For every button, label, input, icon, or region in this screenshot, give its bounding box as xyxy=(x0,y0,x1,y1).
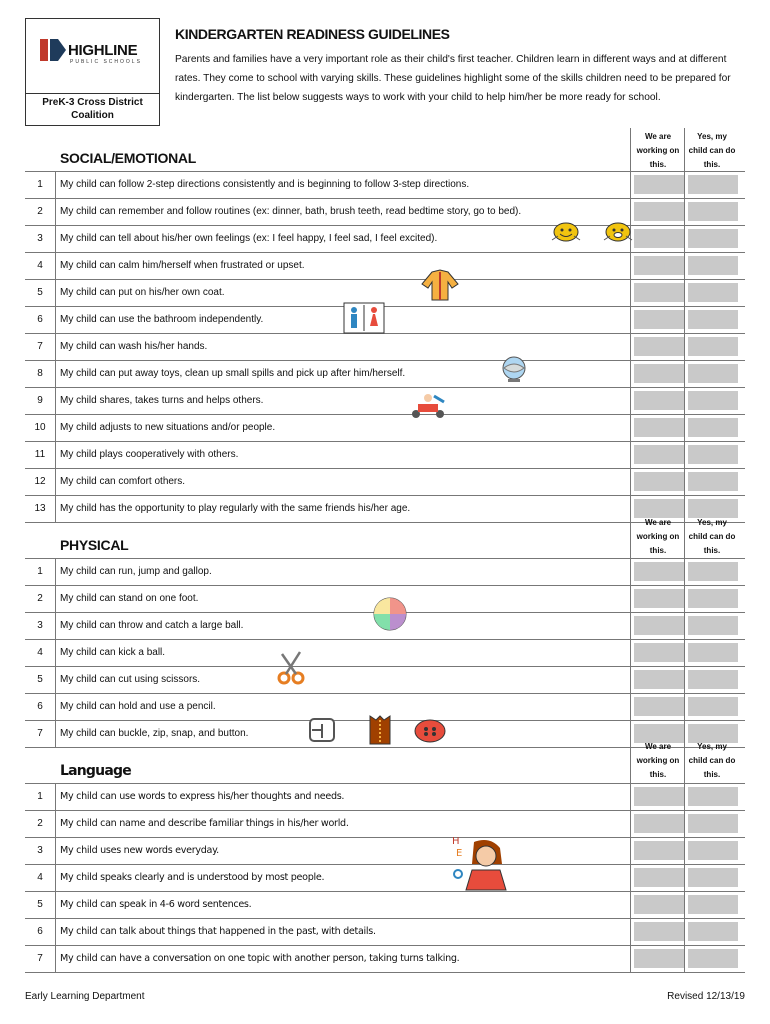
item-number: 8 xyxy=(37,368,43,379)
highline-logo-icon xyxy=(40,37,66,63)
checklist-row xyxy=(25,558,745,585)
can-do-header-line: Yes, my xyxy=(697,518,727,527)
checklist-row xyxy=(25,360,745,387)
working-on-checkbox[interactable] xyxy=(634,472,684,491)
item-text: My child can wash his/her hands. xyxy=(60,341,208,352)
bathroom-sign-icon xyxy=(343,302,385,334)
district-logo-box xyxy=(25,18,160,126)
section-heading: PHYSICAL xyxy=(60,537,129,553)
excited-face-icon xyxy=(600,220,636,246)
working-on-checkbox[interactable] xyxy=(634,814,684,833)
checklist-row xyxy=(25,171,745,198)
checklist-row xyxy=(25,306,745,333)
can-do-checkbox[interactable] xyxy=(688,175,738,194)
item-text: My child can hold and use a pencil. xyxy=(60,701,216,712)
page-title: KINDERGARTEN READINESS GUIDELINES xyxy=(175,26,450,42)
item-text: My child can use the bathroom independently. xyxy=(60,314,264,325)
item-number: 6 xyxy=(37,314,43,325)
checklist-row xyxy=(25,864,745,891)
working-on-header xyxy=(632,740,684,782)
item-number: 7 xyxy=(37,728,43,739)
can-do-checkbox[interactable] xyxy=(688,562,738,581)
item-number: 2 xyxy=(37,206,43,217)
svg-text:E: E xyxy=(456,848,463,859)
can-do-header-line: Yes, my xyxy=(697,742,727,751)
beach-ball-icon xyxy=(372,596,408,632)
item-number: 7 xyxy=(37,341,43,352)
checklist-row xyxy=(25,639,745,666)
item-number: 5 xyxy=(37,674,43,685)
item-text: My child can talk about things that happened in the past, with details. xyxy=(60,926,376,937)
working-on-checkbox[interactable] xyxy=(634,391,684,410)
footer-department: Early Learning Department xyxy=(25,991,145,1002)
item-number: 7 xyxy=(37,953,43,964)
can-do-checkbox[interactable] xyxy=(688,697,738,716)
logo-caption-line1: PreK-3 Cross District xyxy=(42,97,143,108)
item-text: My child can run, jump and gallop. xyxy=(60,566,212,577)
item-text: My child can tell about his/her own feelings (ex: I feel happy, I feel sad, I feel excited). xyxy=(60,233,438,244)
item-text: My child can speak in 4-6 word sentences. xyxy=(60,899,252,910)
item-text: My child has the opportunity to play regularly with the same friends his/her age. xyxy=(60,503,411,514)
happy-face-icon xyxy=(548,220,584,246)
working-on-checkbox[interactable] xyxy=(634,283,684,302)
item-number: 3 xyxy=(37,620,43,631)
can-do-checkbox[interactable] xyxy=(688,841,738,860)
checklist-row xyxy=(25,918,745,945)
can-do-checkbox[interactable] xyxy=(688,868,738,887)
working-on-header xyxy=(632,130,684,172)
working-on-checkbox[interactable] xyxy=(634,562,684,581)
can-do-checkbox[interactable] xyxy=(688,202,738,221)
can-do-header-line: this. xyxy=(703,770,721,779)
can-do-checkbox[interactable] xyxy=(688,256,738,275)
can-do-header-line: child can do xyxy=(688,532,736,541)
scissors-icon xyxy=(274,650,310,686)
can-do-checkbox[interactable] xyxy=(688,337,738,356)
item-number: 1 xyxy=(37,179,43,190)
item-number: 2 xyxy=(37,818,43,829)
working-on-checkbox[interactable] xyxy=(634,670,684,689)
item-text: My child can calm him/herself when frustrated or upset. xyxy=(60,260,305,271)
section-heading: SOCIAL/EMOTIONAL xyxy=(60,150,196,166)
working-on-header-line: this. xyxy=(649,770,667,779)
item-text: My child shares, takes turns and helps others. xyxy=(60,395,264,406)
can-do-header xyxy=(686,130,738,172)
item-text: My child can use words to express his/her thoughts and needs. xyxy=(60,791,345,802)
logo-subtitle: PUBLIC SCHOOLS xyxy=(70,59,142,65)
working-on-header-line: this. xyxy=(649,160,667,169)
can-do-checkbox[interactable] xyxy=(688,814,738,833)
item-text: My child can put away toys, clean up small spills and pick up after him/herself. xyxy=(60,368,406,379)
item-text: My child uses new words everyday. xyxy=(60,845,219,856)
item-number: 6 xyxy=(37,926,43,937)
can-do-header-line: this. xyxy=(703,546,721,555)
can-do-checkbox[interactable] xyxy=(688,283,738,302)
item-text: My child can remember and follow routines (ex: dinner, bath, brush teeth, read bedtime story, go to bed). xyxy=(60,206,522,217)
item-text: My child can follow 2-step directions consistently and is beginning to follow 3-step directions. xyxy=(60,179,470,190)
working-on-header-line: working on xyxy=(636,146,680,155)
logo-caption xyxy=(26,93,159,122)
buckle-icon xyxy=(306,716,340,744)
girl-talking-icon xyxy=(446,834,510,892)
can-do-checkbox[interactable] xyxy=(688,391,738,410)
can-do-checkbox[interactable] xyxy=(688,364,738,383)
working-on-checkbox[interactable] xyxy=(634,895,684,914)
can-do-header-line: this. xyxy=(703,160,721,169)
children-playing-icon xyxy=(410,392,450,422)
item-text: My child can comfort others. xyxy=(60,476,186,487)
checklist-row xyxy=(25,279,745,306)
can-do-checkbox[interactable] xyxy=(688,310,738,329)
working-on-checkbox[interactable] xyxy=(634,202,684,221)
item-number: 5 xyxy=(37,287,43,298)
can-do-header-line: Yes, my xyxy=(697,132,727,141)
item-text: My child can kick a ball. xyxy=(60,647,166,658)
checklist-row xyxy=(25,783,745,810)
working-on-checkbox[interactable] xyxy=(634,841,684,860)
can-do-checkbox[interactable] xyxy=(688,616,738,635)
checklist-row xyxy=(25,441,745,468)
can-do-header-line: child can do xyxy=(688,756,736,765)
checklist-row xyxy=(25,414,745,441)
item-number: 6 xyxy=(37,701,43,712)
intro-paragraph: Parents and families have a very important role as their child's first teacher. Children learn in different ways and at different rates. They come to school with varying skills. These guidelines highlight some of the skills children need to be prepared for kindergarten. The list below suggests ways to work with your child to help him/her be more ready for school. xyxy=(175,54,731,103)
checklist-row xyxy=(25,198,745,225)
working-on-checkbox[interactable] xyxy=(634,616,684,635)
item-text: My child can cut using scissors. xyxy=(60,674,201,685)
item-text: My child can throw and catch a large ball. xyxy=(60,620,244,631)
can-do-checkbox[interactable] xyxy=(688,895,738,914)
svg-text:H: H xyxy=(452,836,460,847)
checklist-row xyxy=(25,468,745,495)
can-do-checkbox[interactable] xyxy=(688,922,738,941)
working-on-checkbox[interactable] xyxy=(634,364,684,383)
checklist-row xyxy=(25,252,745,279)
table-bottom-line xyxy=(25,972,745,973)
working-on-checkbox[interactable] xyxy=(634,643,684,662)
item-number: 5 xyxy=(37,899,43,910)
working-on-checkbox[interactable] xyxy=(634,310,684,329)
logo-name: HIGHLINE xyxy=(68,42,138,59)
item-number: 13 xyxy=(34,503,46,514)
working-on-checkbox[interactable] xyxy=(634,256,684,275)
working-on-checkbox[interactable] xyxy=(634,589,684,608)
item-number: 3 xyxy=(37,233,43,244)
working-on-checkbox[interactable] xyxy=(634,697,684,716)
working-on-checkbox[interactable] xyxy=(634,868,684,887)
item-number: 9 xyxy=(37,395,43,406)
item-number: 2 xyxy=(37,593,43,604)
working-on-checkbox[interactable] xyxy=(634,787,684,806)
working-on-checkbox[interactable] xyxy=(634,229,684,248)
can-do-checkbox[interactable] xyxy=(688,445,738,464)
can-do-checkbox[interactable] xyxy=(688,787,738,806)
can-do-checkbox[interactable] xyxy=(688,229,738,248)
checklist-row xyxy=(25,945,745,972)
coat-icon xyxy=(418,268,462,304)
working-on-checkbox[interactable] xyxy=(634,922,684,941)
button-icon xyxy=(413,718,447,744)
checklist-row xyxy=(25,333,745,360)
working-on-header-line: We are xyxy=(644,742,672,751)
working-on-header-line: this. xyxy=(649,546,667,555)
item-text: My child plays cooperatively with others. xyxy=(60,449,239,460)
can-do-header xyxy=(686,740,738,782)
working-on-header-line: working on xyxy=(636,532,680,541)
item-number: 11 xyxy=(34,449,46,460)
working-on-checkbox[interactable] xyxy=(634,445,684,464)
footer-revised-date: Revised 12/13/19 xyxy=(667,991,745,1002)
can-do-checkbox[interactable] xyxy=(688,418,738,437)
can-do-header-line: child can do xyxy=(688,146,736,155)
item-number: 4 xyxy=(37,872,43,883)
item-text: My child can put on his/her own coat. xyxy=(60,287,225,298)
checklist-row xyxy=(25,837,745,864)
item-number: 12 xyxy=(34,476,46,487)
checklist-row xyxy=(25,891,745,918)
working-on-header-line: We are xyxy=(644,518,672,527)
item-number: 1 xyxy=(37,566,43,577)
working-on-checkbox[interactable] xyxy=(634,949,684,968)
working-on-header-line: working on xyxy=(636,756,680,765)
item-text: My child adjusts to new situations and/or people. xyxy=(60,422,276,433)
item-text: My child speaks clearly and is understood by most people. xyxy=(60,872,325,883)
item-number: 1 xyxy=(37,791,43,802)
working-on-header xyxy=(632,516,684,558)
zipper-icon xyxy=(366,714,394,746)
working-on-checkbox[interactable] xyxy=(634,418,684,437)
item-number: 4 xyxy=(37,260,43,271)
checklist-row xyxy=(25,225,745,252)
can-do-checkbox[interactable] xyxy=(688,472,738,491)
item-text: My child can name and describe familiar things in his/her world. xyxy=(60,818,349,829)
working-on-checkbox[interactable] xyxy=(634,175,684,194)
working-on-header-line: We are xyxy=(644,132,672,141)
can-do-checkbox[interactable] xyxy=(688,643,738,662)
toy-globe-icon xyxy=(496,354,532,384)
checklist-row xyxy=(25,387,745,414)
can-do-checkbox[interactable] xyxy=(688,670,738,689)
item-number: 3 xyxy=(37,845,43,856)
can-do-checkbox[interactable] xyxy=(688,949,738,968)
can-do-checkbox[interactable] xyxy=(688,589,738,608)
item-text: My child can buckle, zip, snap, and button. xyxy=(60,728,249,739)
checklist-row xyxy=(25,666,745,693)
section-heading: Language xyxy=(60,763,131,779)
checklist-row xyxy=(25,810,745,837)
item-text: My child can have a conversation on one topic with another person, taking turns talking. xyxy=(60,953,460,964)
can-do-header xyxy=(686,516,738,558)
item-number: 4 xyxy=(37,647,43,658)
item-text: My child can stand on one foot. xyxy=(60,593,199,604)
item-number: 10 xyxy=(34,422,46,433)
working-on-checkbox[interactable] xyxy=(634,337,684,356)
logo-caption-line2: Coalition xyxy=(71,110,114,121)
